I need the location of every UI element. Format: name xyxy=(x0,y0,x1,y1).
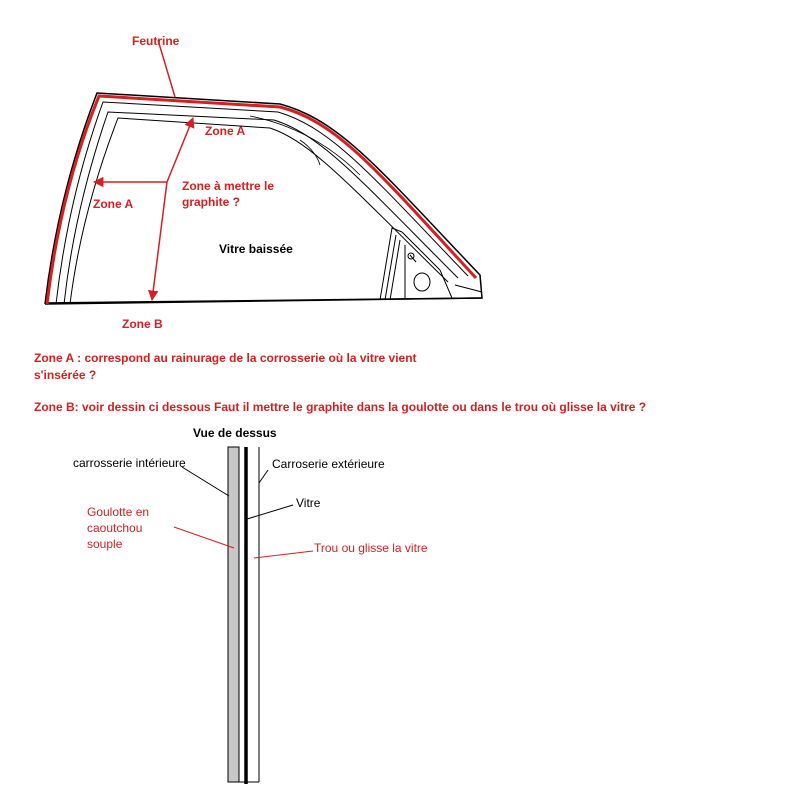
arrow-zone-a-top xyxy=(167,118,193,182)
feutrine-pointer xyxy=(158,40,175,97)
note-zone-a-line2: s'insérée ? xyxy=(34,368,97,382)
label-vitre-baissee: Vitre baissée xyxy=(219,242,293,256)
note-zone-a-line1: Zone A : correspond au rainurage de la corrosserie où la vitre vient xyxy=(34,351,417,365)
note-zone-b: Zone B: voir dessin ci dessous Faut il mettre le graphite dans la goulotte ou dans le trou où glisse la vitre ? xyxy=(34,400,647,414)
section-title: Vue de dessus xyxy=(193,426,277,440)
cross-section xyxy=(228,447,259,784)
label-zone-graphite-line2: graphite ? xyxy=(182,195,241,209)
label-channel-line3: souple xyxy=(87,537,123,551)
leader-lines xyxy=(174,467,313,558)
label-inner-body: carrosserie intérieure xyxy=(73,456,186,470)
annotation-arrows xyxy=(94,40,193,300)
label-zone-graphite-line1: Zone à mettre le xyxy=(182,179,275,193)
label-outer-body: Carroserie extérieure xyxy=(272,457,385,471)
label-zone-a-left: Zone A xyxy=(93,197,134,211)
label-glass: Vitre xyxy=(296,496,321,510)
label-channel-line2: caoutchou xyxy=(87,521,143,535)
label-zone-b: Zone B xyxy=(122,317,163,331)
label-channel-line1: Goulotte en xyxy=(87,505,150,519)
label-feutrine: Feutrine xyxy=(132,34,180,48)
arrow-zone-b xyxy=(152,182,167,300)
label-zone-a-top: Zone A xyxy=(205,124,246,138)
label-slot: Trou ou glisse la vitre xyxy=(314,541,428,555)
